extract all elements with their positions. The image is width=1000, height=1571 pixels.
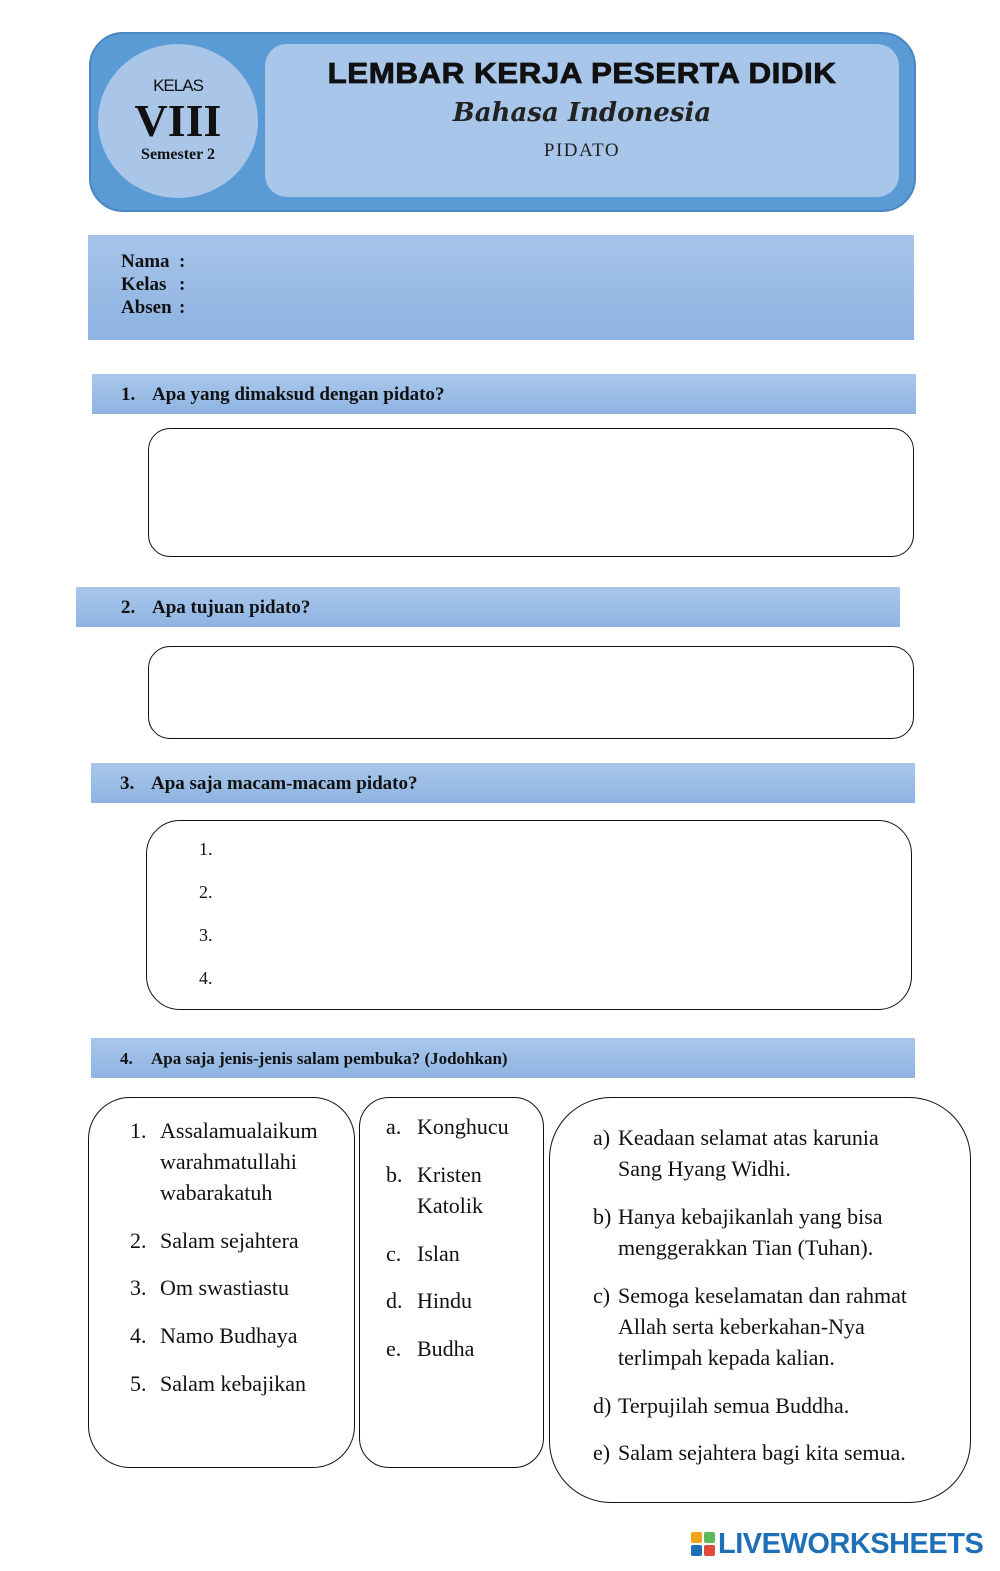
answer-2-box[interactable]: [148, 646, 914, 739]
answer-3-item-4[interactable]: 4.: [199, 968, 213, 988]
question-1-text: Apa yang dimaksud dengan pidato?: [152, 384, 445, 405]
answer-3-item-3[interactable]: 3.: [199, 925, 213, 945]
brand-name: LIVEWORKSHEETS: [718, 1527, 984, 1560]
identity-box: [88, 235, 914, 340]
question-4-text: Apa saja jenis-jenis salam pembuka? (Jodohkan): [151, 1049, 508, 1068]
answer-3-item-1[interactable]: 1.: [199, 839, 213, 859]
kelas-label: KELAS: [153, 76, 203, 95]
question-4-number: 4.: [120, 1049, 133, 1068]
class-separator: :: [179, 274, 186, 295]
religions-column: a. Konghucu b. Kristen Katolik c. Islan d. Hindu e. Budha: [359, 1097, 544, 1468]
question-4-bar: [91, 1038, 915, 1078]
liveworksheets-logo-icon: [690, 1531, 716, 1557]
question-2-number: 2.: [121, 597, 136, 618]
question-1-number: 1.: [121, 384, 136, 405]
title-panel: [265, 44, 899, 197]
kelas-badge: [98, 44, 258, 198]
kelas-number: VIII: [134, 95, 222, 146]
semester-label: Semester 2: [141, 146, 215, 163]
answer-1-box[interactable]: [148, 428, 914, 557]
footer-brand[interactable]: [690, 1527, 983, 1561]
question-3-bar: [91, 763, 915, 803]
class-label: Kelas: [121, 274, 167, 295]
absen-separator: :: [179, 297, 186, 318]
subject-title: Bahasa Indonesia: [452, 98, 712, 128]
name-separator: :: [179, 251, 186, 272]
greetings-column: 1. Assalamualaikum warahmatullahi wabarakatuh 2. Salam sejahtera 3. Om swastiastu 4. Namo Budhaya 5. Salam kebajikan: [88, 1097, 355, 1468]
question-2-bar: [76, 587, 900, 627]
absen-label: Absen: [121, 297, 172, 318]
page-title: LEMBAR KERJA PESERTA DIDIK: [327, 58, 837, 90]
meanings-column: a) Keadaan selamat atas karunia Sang Hyang Widhi. b) Hanya kebajikanlah yang bisa menggerakkan Tian (Tuhan). c) Semoga keselamatan dan rahmat Allah serta keberkahan-Nya terlimpah kepada kalian. d) Terpujilah semua Buddha. e) Salam sejahtera bagi kita semua.: [549, 1097, 971, 1503]
question-3-text: Apa saja macam-macam pidato?: [151, 773, 418, 794]
question-1-bar: [92, 374, 916, 414]
answer-3-item-2[interactable]: 2.: [199, 882, 213, 902]
question-3-number: 3.: [120, 773, 135, 794]
name-row: [121, 251, 185, 273]
absen-row: [121, 297, 185, 319]
answer-3-box[interactable]: [146, 820, 912, 1010]
name-label: Nama: [121, 251, 170, 272]
class-row: [121, 274, 185, 296]
question-2-text: Apa tujuan pidato?: [152, 597, 311, 618]
topic-title: PIDATO: [543, 140, 621, 161]
